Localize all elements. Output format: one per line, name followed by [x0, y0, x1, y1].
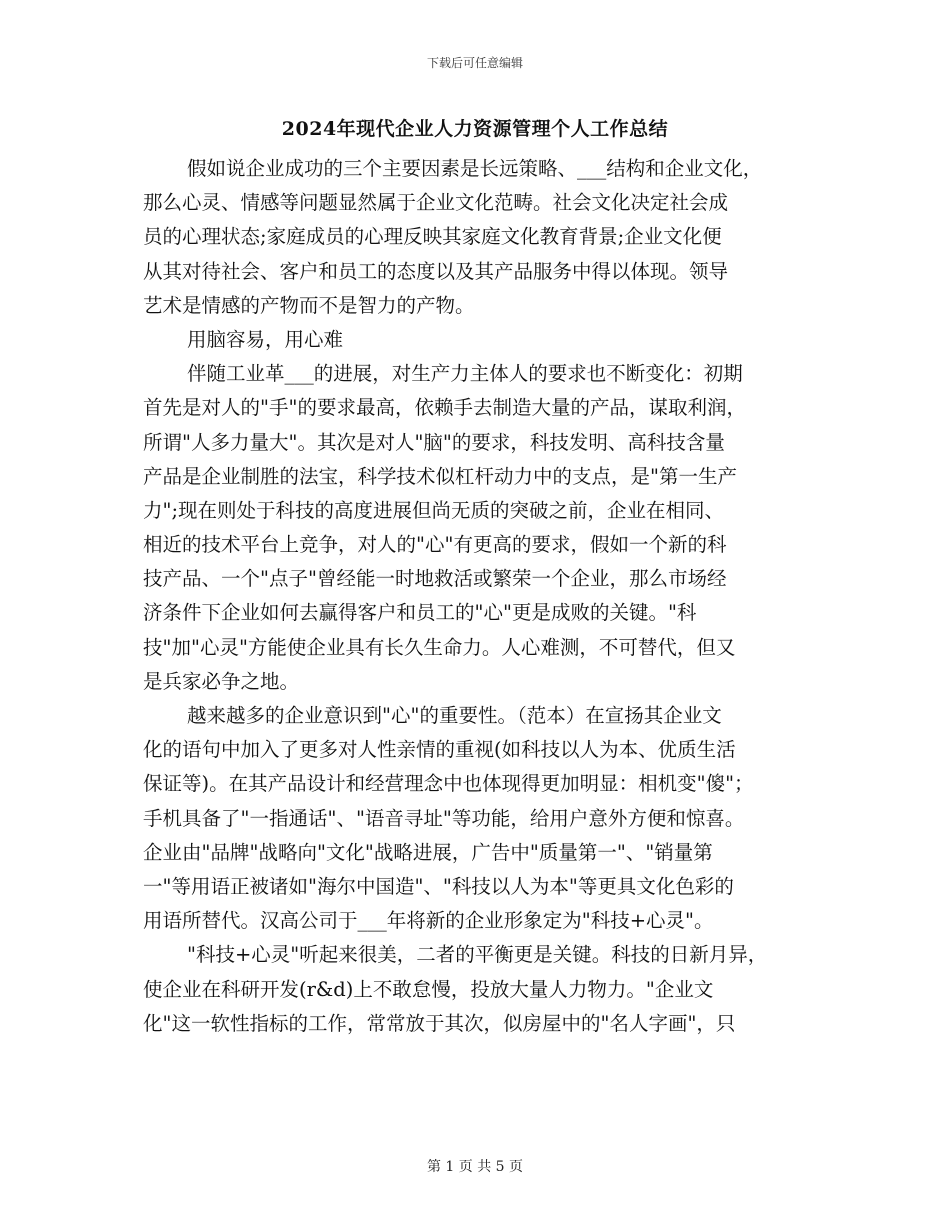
- text-line: 化"这一软性指标的工作，常常放于其次，似房屋中的"名人字画"，只: [143, 1011, 736, 1035]
- text-line: 一"等用语正被诸如"海尔中国造"、"科技以人为本"等更具文化色彩的: [143, 874, 734, 898]
- text-line: 艺术是情感的产物而不是智力的产物。: [143, 293, 475, 317]
- text-line: 从其对待社会、客户和员工的态度以及其产品服务中得以体现。领导: [143, 259, 729, 283]
- text-line: 技"加"心灵"方能使企业具有长久生命力。人心难测，不可替代，但又: [143, 635, 736, 659]
- text-line: 保证等)。在其产品设计和经营理念中也体现得更加明显：相机变"傻"；: [143, 772, 754, 796]
- section-heading: 用脑容易，用心难: [187, 327, 344, 351]
- text-line: 手机具备了"一指通话"、"语音寻址"等功能，给用户意外方便和惊喜。: [143, 806, 745, 830]
- text-line: 用语所替代。汉高公司于___年将新的企业形象定为"科技+心灵"。: [143, 909, 714, 933]
- text-line: 首先是对人的"手"的要求最高，依赖手去制造大量的产品，谋取利润，: [143, 396, 746, 420]
- text-line: 技产品、一个"点子"曾经能一时地救活或繁荣一个企业，那么市场经: [143, 567, 727, 591]
- text-line: 产品是企业制胜的法宝，科学技术似杠杆动力中的支点，是"第一生产: [143, 464, 737, 488]
- text-line: 越来越多的企业意识到"心"的重要性。（范本）在宣扬其企业文: [187, 704, 722, 727]
- text-line: "科技+心灵"听起来很美，二者的平衡更是关键。科技的日新月异，: [187, 943, 768, 967]
- document-body: [143, 152, 833, 1041]
- text-line: 所谓"人多力量大"。其次是对人"脑"的要求，科技发明、高科技含量: [143, 430, 725, 454]
- text-line: 是兵家必争之地。: [143, 669, 300, 693]
- text-line: 伴随工业革___的进展，对生产力主体人的要求也不断变化：初期: [187, 362, 743, 386]
- text-line: 员的心理状态;家庭成员的心理反映其家庭文化教育背景;企业文化便: [143, 225, 722, 249]
- text-line: 使企业在科研开发(r&d)上不敢怠慢，投放大量人力物力。"企业文: [143, 977, 714, 1001]
- page-number: 第 1 页 共 5 页: [426, 1159, 524, 1175]
- text-line: 那么心灵、情感等问题显然属于企业文化范畴。社会文化决定社会成: [143, 191, 729, 215]
- header-note: 下载后可任意编辑: [426, 56, 523, 70]
- document-title: 2024年现代企业人力资源管理个人工作总结: [281, 118, 669, 140]
- text-line: 化的语句中加入了更多对人性亲情的重视(如科技以人为本、优质生活: [143, 738, 736, 762]
- text-line: 企业由"品牌"战略向"文化"战略进展，广告中"质量第一"、"销量第: [143, 840, 713, 864]
- text-line: 力";现在则处于科技的高度进展但尚无质的突破之前，企业在相同、: [143, 498, 725, 522]
- text-line: 假如说企业成功的三个主要因素是长远策略、___结构和企业文化，: [187, 157, 763, 180]
- text-line: 济条件下企业如何去赢得客户和员工的"心"更是成败的关键。"科: [143, 601, 697, 625]
- text-line: 相近的技术平台上竞争，对人的"心"有更高的要求，假如一个新的科: [143, 533, 727, 557]
